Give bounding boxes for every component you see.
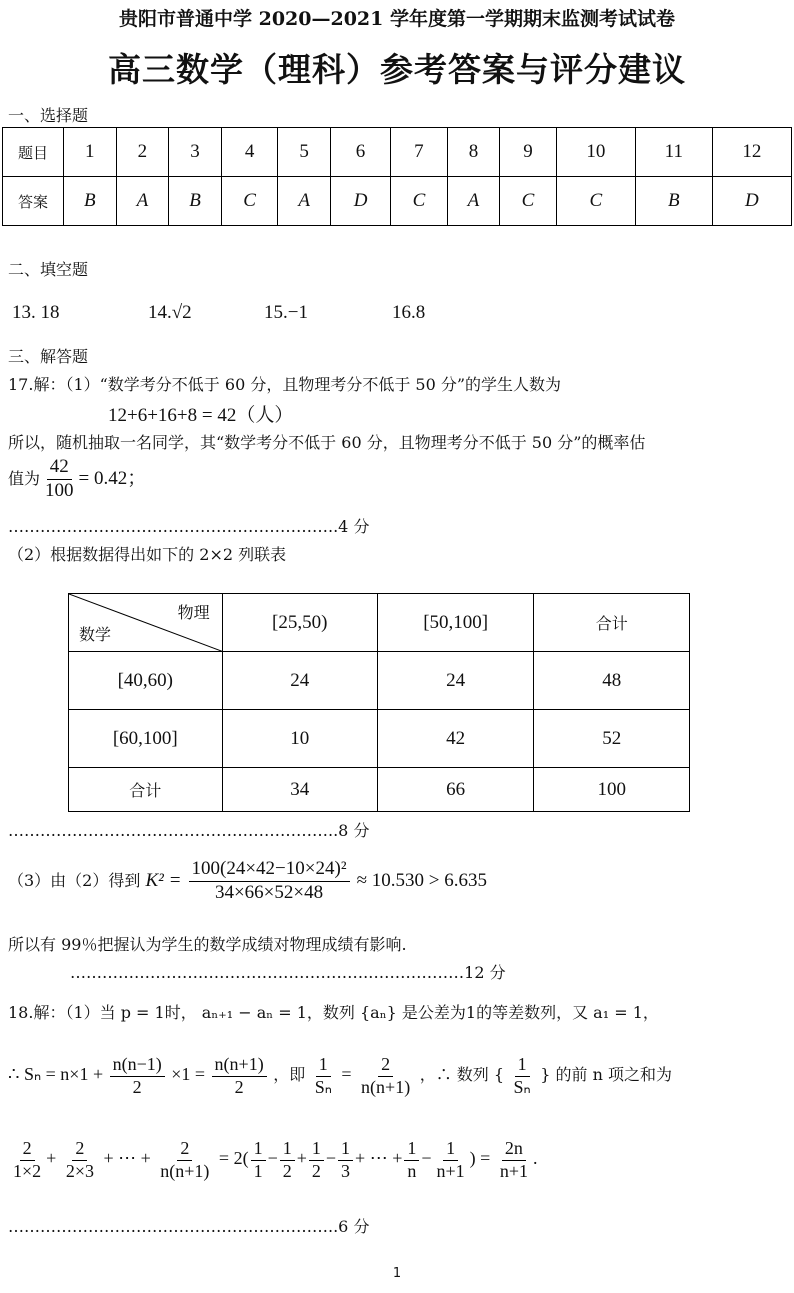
answer-cell: D (330, 177, 390, 226)
table-cell: 66 (377, 768, 534, 812)
equals-two-paren: = 2( (218, 1148, 249, 1169)
fraction (212, 1054, 267, 1098)
table-cell: 52 (534, 710, 690, 768)
table-cell: 34 (222, 768, 377, 812)
question-number: 10 (556, 128, 635, 177)
header-line-1: 贵阳市普通中学 2020—2021 学年度第一学期期末监测考试试卷 (119, 8, 675, 30)
table-cell: 24 (377, 652, 534, 710)
fill-answer-16: 16.8 (392, 302, 426, 323)
fraction (251, 1138, 266, 1182)
connector-text: ，即 (273, 1065, 306, 1085)
table-row (69, 768, 690, 812)
section-fill-in: 二、填空题 (8, 260, 89, 279)
q17-part3-conclusion: 所以有 99％把握认为学生的数学成绩对物理成绩有影响. (8, 935, 407, 954)
fill-answer-13: 13. 18 (12, 302, 60, 323)
question-number: 4 (221, 128, 277, 177)
k-squared: K² = (145, 869, 182, 891)
question-number: 8 (447, 128, 500, 177)
table-cell: 24 (222, 652, 377, 710)
denominator: 100 (45, 479, 74, 501)
page-number: 1 (392, 1266, 402, 1281)
q17-part2-intro: （2）根据数据得出如下的 2×2 列联表 (8, 545, 287, 564)
equals-sign: = (341, 1064, 352, 1085)
numerator: 2 (378, 1054, 393, 1077)
denominator: 1×2 (13, 1160, 42, 1181)
q17-part3-formula (8, 858, 487, 905)
denominator: 2 (282, 1160, 292, 1181)
fraction (434, 1138, 468, 1182)
table-cell: 10 (222, 710, 377, 768)
column-header: 合计 (534, 594, 690, 652)
denominator: n+1 (436, 1160, 465, 1181)
q18-line-3: $\frac{2}{1\times 2}$ + $\frac{2}{2\times 3}$ + ⋯ + $\frac{2}{n(n+1)}$ = 2( $\frac{1}{1}$ − $\frac{1}{2}$ + $\frac{1}{2}$ − $\frac{1}{3}$ + ⋯ + $\frac{1}{n}$ − $\frac{1}{n+1}$ ) = $\frac{2n}{n+1}$ . (8, 1138, 537, 1182)
sum-formula-mid: ×1 = (171, 1064, 206, 1085)
fraction (338, 1138, 353, 1182)
q18-line-2 (8, 1054, 672, 1098)
table-cell: 42 (377, 710, 534, 768)
denominator: 3 (341, 1160, 351, 1181)
row-header: 合计 (69, 768, 223, 812)
fraction (189, 858, 350, 905)
fraction (511, 1054, 534, 1098)
denominator: Sₙ (513, 1076, 531, 1097)
numerator: n(n+1) (212, 1054, 267, 1077)
numerator: 1 (251, 1138, 266, 1161)
numerator: 2 (177, 1138, 192, 1161)
estimate-prefix: 值为 (8, 468, 41, 488)
question-number: 2 (116, 128, 169, 177)
corner-bottom-label: 数学 (79, 625, 112, 644)
corner-top-label: 物理 (177, 603, 210, 622)
question-number: 12 (712, 128, 791, 177)
denominator: 34×66×52×48 (214, 881, 324, 903)
question-number: 11 (635, 128, 712, 177)
question-number: 3 (169, 128, 222, 177)
part3-prefix: （3）由（2）得到 (8, 870, 141, 890)
table-row (69, 594, 690, 652)
fill-answer-14-number: 14. (148, 302, 172, 323)
denominator: n+1 (499, 1160, 528, 1181)
row-label: 题目 (3, 128, 64, 177)
answer-cell: A (447, 177, 500, 226)
fraction (110, 1054, 165, 1098)
fraction (358, 1054, 413, 1098)
answer-cell: C (391, 177, 447, 226)
column-header: [50,100] (377, 594, 534, 652)
connector-text: ，∴ 数列 { (419, 1065, 505, 1085)
denominator: n(n+1) (160, 1160, 210, 1181)
denominator: 1 (253, 1160, 263, 1181)
fraction (157, 1138, 212, 1182)
denominator: 2 (311, 1160, 321, 1181)
answer-cell: B (169, 177, 222, 226)
score-marker: ……………………………………………………..6 分 (8, 1217, 370, 1236)
fraction (404, 1138, 419, 1182)
denominator: Sₙ (314, 1076, 332, 1097)
numerator: 1 (338, 1138, 353, 1161)
numerator: 1 (515, 1054, 530, 1077)
fraction (312, 1054, 335, 1098)
table-cell: 100 (534, 768, 690, 812)
fill-answer-15: 15.−1 (264, 302, 308, 323)
k-squared-result: ≈ 10.530 > 6.635 (356, 869, 488, 891)
ellipsis-plus: + ⋯ + (103, 1148, 151, 1169)
answer-cell: D (712, 177, 791, 226)
table-row (3, 177, 792, 226)
q17-part1-estimate (8, 456, 146, 503)
section-solutions: 三、解答题 (8, 347, 89, 366)
answer-cell: B (64, 177, 117, 226)
fill-answer-14 (148, 302, 192, 324)
fraction (497, 1138, 531, 1182)
q18-line-1: 18.解：（1）当 p = 1时， aₙ₊₁ − aₙ = 1，数列 {aₙ} 是公差为1的等差数列，又 a₁ = 1， (8, 1003, 659, 1022)
score-marker: …………………….………………………….………………12 分 (70, 963, 506, 982)
answer-cell: A (116, 177, 169, 226)
estimate-result: = 0.42； (78, 467, 147, 489)
numerator: 1 (309, 1138, 324, 1161)
fraction (63, 1138, 97, 1182)
question-number: 1 (64, 128, 117, 177)
answer-cell: B (635, 177, 712, 226)
fraction (10, 1138, 44, 1182)
denominator: 2 (234, 1076, 244, 1097)
row-header: [40,60) (69, 652, 223, 710)
table-row (69, 710, 690, 768)
question-number: 5 (278, 128, 331, 177)
fraction (309, 1138, 324, 1182)
denominator: n (407, 1160, 417, 1181)
numerator: 2 (72, 1138, 87, 1161)
fraction (42, 456, 77, 503)
table-row (3, 128, 792, 177)
table-cell: 48 (534, 652, 690, 710)
q17-part1-conclusion: 所以，随机抽取一名同学，其“数学考分不低于 60 分，且物理考分不低于 50 分”的概率估 (8, 433, 646, 452)
numerator: 1 (404, 1138, 419, 1161)
table-row (69, 652, 690, 710)
question-number: 9 (500, 128, 556, 177)
answer-table (2, 127, 792, 226)
question-number: 6 (330, 128, 390, 177)
numerator: 100(24×42−10×24)² (189, 858, 350, 882)
numerator: 1 (280, 1138, 295, 1161)
numerator: 1 (316, 1054, 331, 1077)
connector-text: } 的前 n 项之和为 (540, 1065, 672, 1085)
fraction (280, 1138, 295, 1182)
numerator: 2 (20, 1138, 35, 1161)
denominator: n(n+1) (361, 1076, 411, 1097)
answer-cell: C (221, 177, 277, 226)
answer-cell: C (500, 177, 556, 226)
question-number: 7 (391, 128, 447, 177)
document-title: 高三数学（理科）参考答案与评分建议 (108, 50, 686, 89)
period: . (532, 1148, 538, 1169)
score-marker: ……………………………………………………..8 分 (8, 821, 370, 840)
numerator: n(n−1) (110, 1054, 165, 1077)
column-header: [25,50) (222, 594, 377, 652)
fill-answer-14-value: √2 (171, 302, 192, 323)
numerator: 2n (502, 1138, 526, 1161)
corner-cell (69, 594, 223, 652)
numerator: 1 (443, 1138, 458, 1161)
answer-cell: C (556, 177, 635, 226)
close-paren-equals: ) = (469, 1148, 491, 1169)
contingency-table (68, 593, 690, 812)
answer-cell: A (278, 177, 331, 226)
score-marker: ……………………………………………………..4 分 (8, 517, 370, 536)
section-multiple-choice: 一、选择题 (8, 106, 89, 125)
row-header: [60,100] (69, 710, 223, 768)
q17-part1-calc: 12+6+16+8 = 42（人） (108, 405, 294, 426)
q17-part1-intro: 17.解：（1）“数学考分不低于 60 分，且物理考分不低于 50 分”的学生人数为 (8, 375, 562, 394)
row-label: 答案 (3, 177, 64, 226)
denominator: 2 (132, 1076, 142, 1097)
sum-formula-start: ∴ Sₙ = n×1 + (8, 1064, 104, 1085)
denominator: 2×3 (65, 1160, 94, 1181)
numerator: 42 (47, 456, 72, 480)
